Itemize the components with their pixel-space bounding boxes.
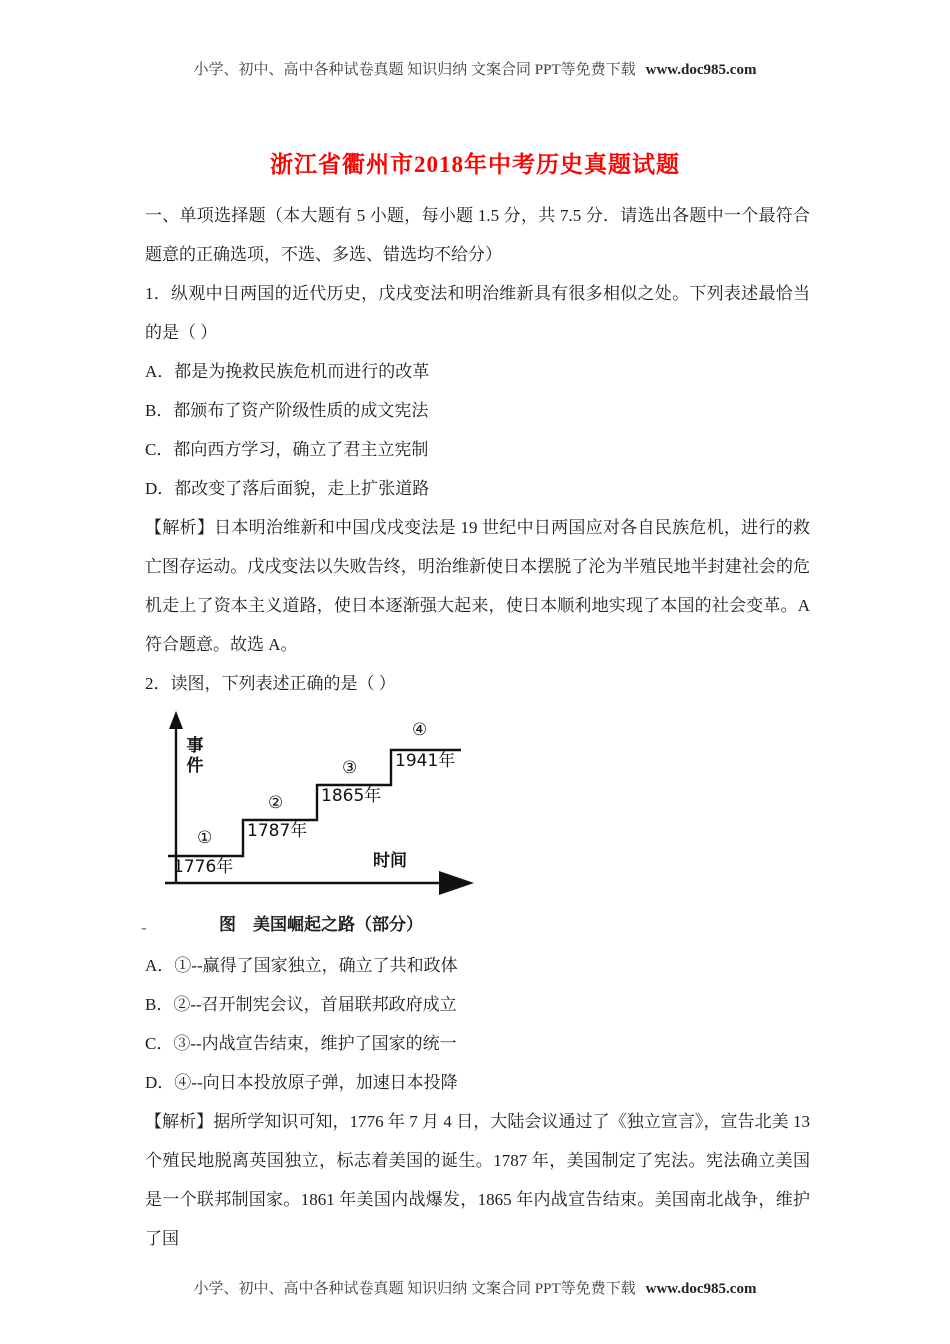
q1-option-c: C．都向西方学习，确立了君主立宪制 [145,440,429,459]
figure-caption-row [141,912,491,938]
q2-analysis: 【解析】据所学知识可知，1776 年 7 月 4 日，大陆会议通过了《独立宣言》，宣告北美 13 个殖民地脱离英国独立，标志着美国的诞生。1787 年，美国制定了宪法。宪法确立美国是一个联邦制国家。1861 年美国内战爆发，1865 年内战宣告结束。美国南北战争，维护了国 [145,1112,810,1248]
figure-chart [151,708,491,908]
q2-option-b: B．②--召开制宪会议，首届联邦政府成立 [145,995,457,1014]
header-text: 小学、初中、高中各种试卷真题 知识归纳 文案合同 PPT等免费下载 [193,62,636,78]
footer-text: 小学、初中、高中各种试卷真题 知识归纳 文案合同 PPT等免费下载 [193,1281,636,1297]
step-marker-1: ① [197,828,213,848]
step-year-4: 1941年 [395,751,456,771]
caption-dash: - [141,918,147,937]
q2-figure [141,708,501,938]
step-year-1: 1776年 [173,857,234,877]
section-intro: 一、单项选择题（本大题有 5 小题，每小题 1.5 分，共 7.5 分．请选出各题中一个最符合题意的正确选项，不选、多选、错选均不给分） [145,206,810,264]
step-year-3: 1865年 [321,786,382,806]
step-marker-2: ② [268,793,284,813]
q2-option-a: A．①--赢得了国家独立，确立了共和政体 [145,956,458,975]
page-footer [0,1277,950,1298]
figure-caption: 图 美国崛起之路（部分） [219,915,423,935]
document-body [141,196,810,1258]
step-marker-4: ④ [412,720,428,740]
q2-option-d: D．④--向日本投放原子弹，加速日本投降 [145,1073,458,1092]
x-axis-arrow-icon [439,871,474,895]
header-site-url: www.doc985.com [645,62,757,78]
page-title: 浙江省衢州市2018年中考历史真题试题 [270,152,680,177]
q2-option-c: C．③--内战宣告结束，维护了国家的统一 [145,1034,457,1053]
x-axis-label: 时间 [373,851,407,871]
footer-site-url: www.doc985.com [645,1281,757,1297]
q1-stem: 1．纵观中日两国的近代历史，戊戌变法和明治维新具有很多相似之处。下列表述最恰当的是（ ） [145,284,810,342]
step-marker-3: ③ [342,758,358,778]
step-year-2: 1787年 [247,821,308,841]
q1-analysis: 【解析】日本明治维新和中国戊戌变法是 19 世纪中日两国应对各自民族危机，进行的救亡图存运动。戊戌变法以失败告终，明治维新使日本摆脱了沦为半殖民地半封建社会的危机走上了资本主义道路，使日本逐渐强大起来，使日本顺利地实现了本国的社会变革。A 符合题意。故选 A。 [145,518,810,654]
page-header [0,58,950,79]
q2-stem: 2．读图，下列表述正确的是（ ） [145,674,396,693]
q1-option-b: B．都颁布了资产阶级性质的成文宪法 [145,401,429,420]
q1-option-d: D．都改变了落后面貌，走上扩张道路 [145,479,430,498]
q1-option-a: A．都是为挽救民族危机而进行的改革 [145,362,430,381]
y-axis-label: 事件 [182,736,203,776]
